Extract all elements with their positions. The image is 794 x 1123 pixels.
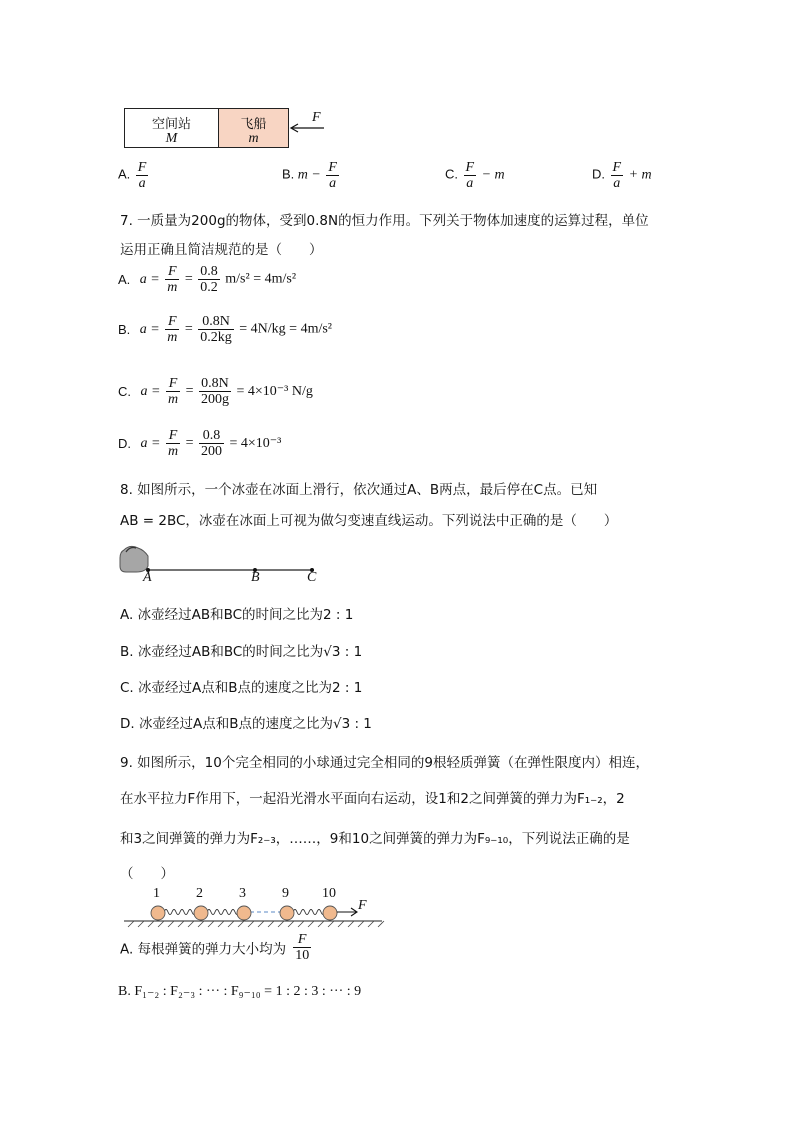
- option-label: B.: [282, 166, 295, 182]
- ball-3: [237, 906, 251, 920]
- ball-1: [151, 906, 165, 920]
- result: = 4×10⁻³ N/g: [236, 384, 313, 399]
- ship-var: m: [248, 131, 259, 146]
- option-label: A.: [118, 272, 131, 287]
- q7-option-d[interactable]: [118, 428, 281, 459]
- fraction-values: $\frac{0.8N}{0.2kg}$: [200, 314, 232, 345]
- lhs: a =: [139, 271, 160, 287]
- option-text: A. 每根弹簧的弹力大小均为: [120, 941, 287, 958]
- q8-stem-line1: 8. 如图所示，一个冰壶在冰面上滑行，依次通过A、B两点，最后停在C点。已知: [120, 482, 598, 498]
- fraction-f-m: $\frac{F}{m}$: [167, 376, 179, 407]
- ball-10: [323, 906, 337, 920]
- result: = 4×10⁻³: [229, 436, 282, 451]
- equals: =: [184, 271, 193, 287]
- fraction-values: $\frac{0.8}{0.2}$: [200, 264, 218, 295]
- ball-label-1: 1: [153, 886, 160, 901]
- station-label: 空间站: [151, 117, 191, 132]
- q9-option-a[interactable]: [120, 932, 313, 963]
- q9-stem-line3: 和3之间弹簧的弹力为F₂₋₃，……，9和10之间弹簧的弹力为F₉₋₁₀，下列说法正确的是: [120, 831, 630, 847]
- force-label: F: [312, 110, 321, 125]
- fraction: $\frac{F}{10}$: [295, 932, 310, 963]
- expr-post: − m: [481, 167, 505, 183]
- lhs: a =: [140, 435, 161, 451]
- q6-option-a[interactable]: [118, 160, 150, 191]
- q6-option-d[interactable]: [592, 160, 652, 191]
- option-label: C.: [445, 166, 458, 182]
- option-label: B.: [118, 322, 131, 337]
- ship-label: 飞船: [240, 117, 267, 132]
- q7-option-c[interactable]: [118, 376, 313, 407]
- q8-option-c[interactable]: C. 冰壶经过A点和B点的速度之比为2 : 1: [120, 680, 363, 696]
- fraction-f-m: $\frac{F}{m}$: [167, 428, 179, 459]
- point-a-label: A: [143, 570, 152, 585]
- force-label: F: [358, 898, 367, 913]
- fraction-values: $\frac{0.8}{200}$: [200, 428, 222, 459]
- curling-stone-icon: [120, 546, 148, 572]
- fraction: $\frac{F}{a}$: [328, 160, 337, 191]
- q8-option-d[interactable]: D. 冰壶经过A点和B点的速度之比为√3 : 1: [120, 716, 372, 732]
- q8-stem-line2: AB = 2BC，冰壶在冰面上可视为做匀变速直线运动。下列说法中正确的是（ ）: [120, 513, 618, 529]
- station-var: M: [165, 131, 178, 146]
- q7-option-b[interactable]: [118, 314, 332, 345]
- point-b-label: B: [251, 570, 260, 585]
- equals: =: [184, 321, 193, 337]
- option-label: C.: [118, 384, 131, 399]
- fraction-f-m: $\frac{F}{m}$: [167, 264, 178, 295]
- expr-post: + m: [628, 167, 652, 183]
- q7-stem-line2: 运用正确且简洁规范的是（ ）: [120, 242, 323, 258]
- fraction-values: $\frac{0.8N}{200g}$: [200, 376, 229, 407]
- equals: =: [185, 383, 194, 399]
- ball-label-3: 3: [239, 886, 246, 901]
- q6-option-c[interactable]: [445, 160, 505, 191]
- ball-9: [280, 906, 294, 920]
- station-box: [124, 108, 219, 148]
- option-label: D.: [118, 436, 131, 451]
- result: m/s² = 4m/s²: [225, 271, 297, 287]
- ball-label-2: 2: [196, 886, 203, 901]
- option-label: D.: [592, 166, 605, 182]
- force-arrow-left-icon: [288, 118, 328, 134]
- figure-station-ship: [124, 108, 334, 148]
- q9-stem-line4: （ ）: [120, 866, 174, 882]
- option-label: A.: [118, 166, 131, 182]
- ball-label-9: 9: [282, 886, 289, 901]
- q9-stem-line2: 在水平拉力F作用下，一起沿光滑水平面向右运动，设1和2之间弹簧的弹力为F₁₋₂，2: [120, 791, 625, 807]
- lhs: a =: [139, 321, 160, 337]
- ship-box: [218, 108, 289, 148]
- expr-pre: m −: [297, 167, 321, 183]
- q9-stem-line1: 9. 如图所示，10个完全相同的小球通过完全相同的9根轻质弹簧（在弹性限度内）相连，: [120, 755, 649, 771]
- point-c-label: C: [307, 570, 317, 585]
- equals: =: [185, 435, 194, 451]
- q9-option-b[interactable]: B. F₁₋₂ : F₂₋₃ : ··· : F₉₋₁₀ = 1 : 2 : 3 : ··· : 9: [118, 984, 362, 999]
- q7-option-a[interactable]: [118, 264, 296, 295]
- q8-option-b[interactable]: B. 冰壶经过AB和BC的时间之比为√3 : 1: [120, 644, 363, 660]
- fraction: $\frac{F}{a}$: [612, 160, 622, 191]
- ball-label-10: 10: [322, 886, 336, 901]
- fraction: $\frac{F}{a}$: [137, 160, 147, 191]
- spring-ball-diagram: [120, 884, 390, 928]
- fraction-f-m: $\frac{F}{m}$: [167, 314, 178, 345]
- q6-option-b[interactable]: [282, 160, 341, 191]
- q7-stem-line1: 7. 一质量为200g的物体，受到0.8N的恒力作用。下列关于物体加速度的运算过程，单位: [120, 213, 649, 229]
- lhs: a =: [140, 383, 161, 399]
- ball-2: [194, 906, 208, 920]
- result: = 4N/kg = 4m/s²: [239, 321, 332, 337]
- fraction: $\frac{F}{a}$: [465, 160, 475, 191]
- q8-option-a[interactable]: A. 冰壶经过AB和BC的时间之比为2 : 1: [120, 607, 354, 623]
